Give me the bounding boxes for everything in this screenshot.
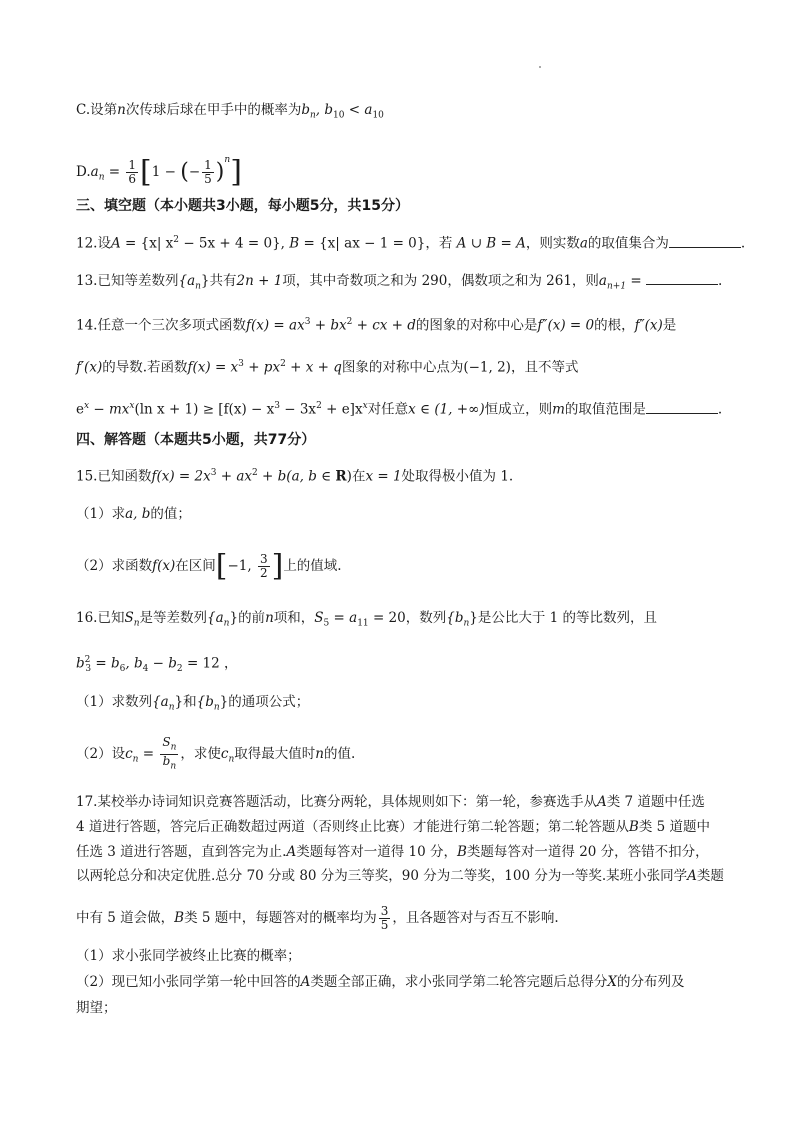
section-3-heading: 三、填空题（本小题共3小题，每小题5分，共15分） (76, 198, 409, 214)
question-12: 12.设A = {x| $x^2 - 5x + 4 = 0$}, B = {x| ax − 1 = 0}，若 A ∪ B = A，则实数a的取值集合为 . (76, 230, 745, 254)
question-17-line-5: 中有 5 道会做，B类 5 题中，每题答对的概率均为 $\frac{3}{5}$ ，且各题答对与否互不影响. (76, 904, 559, 932)
question-16-line-2: $b^2_3 = b_6$, $b_4 - b_2 = 12$ ， (76, 655, 238, 675)
question-17-line-3: 任选 3 道进行答题，直到答完为止.A类题每答对一道得 10 分，B类题每答对一道得 20 分，答错不扣分， (76, 844, 709, 860)
section-4-heading: 四、解答题（本题共5小题，共77分） (76, 432, 316, 448)
option-c: C.设第n次传球后球在甲手中的概率为$b_n$, $b_{10} < a_{10}$ (76, 102, 384, 121)
question-17-line-2: 4 道进行答题，答完后正确数超过两道（否则终止比赛）才能进行第二轮答题；第二轮答题从B类 5 道题中 (76, 819, 710, 835)
question-17-part-1: （1）求小张同学被终止比赛的概率； (76, 948, 301, 964)
question-14-line-2: f′(x)的导数.若函数$f(x) = x^3 + px^2 + x + q$图象的对称中心点为(−1, 2)，且不等式 (76, 359, 579, 376)
answer-blank[interactable] (669, 233, 741, 248)
question-17-line-1: 17.某校举办诗词知识竞赛答题活动，比赛分两轮，具体规则如下：第一轮，参赛选手从A类 7 道题中任选 (76, 794, 705, 810)
question-15: 15.已知函数$f(x) = 2x^3 + ax^2 + b(a$, b ∈ R)在x = 1处取得极小值为 1. (76, 468, 514, 485)
question-17-part-2-cont: 期望； (76, 1000, 117, 1016)
question-14-line-1: 14.任意一个三次多项式函数$f(x) = ax^3 + bx^2$ + cx + d的图象的对称中心是f″(x) = 0的根，f″(x)是 (76, 317, 677, 334)
question-15-part-2: （2）求函数f(x)在区间[−1, $\frac{3}{2}$ ]上的值域. (76, 548, 342, 584)
question-14-line-3: $e^x - mx^x(\ln$ $x + 1) \ge [f(x) - x^3 - 3x^2 + e]x^x$对任意x ∈ (1, +∞)恒成立，则m的取值范围是 . (76, 396, 722, 420)
question-17-line-4: 以两轮总分和决定优胜.总分 70 分或 80 分为三等奖，90 分为二等奖，100 分为一等奖.某班小张同学A类题 (76, 868, 724, 884)
answer-blank[interactable] (646, 270, 718, 285)
question-16-line-1: 16.已知$S_n$是等差数列$\{a_n\}$的前n项和，$S_5 = a_{11} = 20$，数列$\{b_n\}$是公比大于 1 的等比数列，且 (76, 610, 658, 629)
answer-blank[interactable] (646, 399, 718, 414)
option-d: $D.a_n$ = $\frac{1}{6}$ [1 − (− $\frac{1}{5}$ )$^n$] (76, 154, 242, 190)
scan-speck (539, 66, 541, 68)
question-13: 13.已知等差数列$\{a_n\}$共有2n + 1项，其中奇数项之和为 290，偶数项之和为 261，则$a_{n+1}$ = . (76, 270, 722, 297)
question-17-part-2: （2）现已知小张同学第一轮中回答的A类题全部正确，求小张同学第二轮答完题后总得分X的分布列及 (76, 974, 685, 990)
question-16-part-1: （1）求数列$\{a_n\}$和$\{b_n\}$的通项公式； (76, 694, 310, 713)
question-15-part-1: （1）求a, b的值； (76, 506, 191, 522)
question-16-part-2: （2）设$c_n$ = $\frac{S_n}{b_n}$ ，求使$c_n$取得最大值时n的值. (76, 734, 356, 772)
